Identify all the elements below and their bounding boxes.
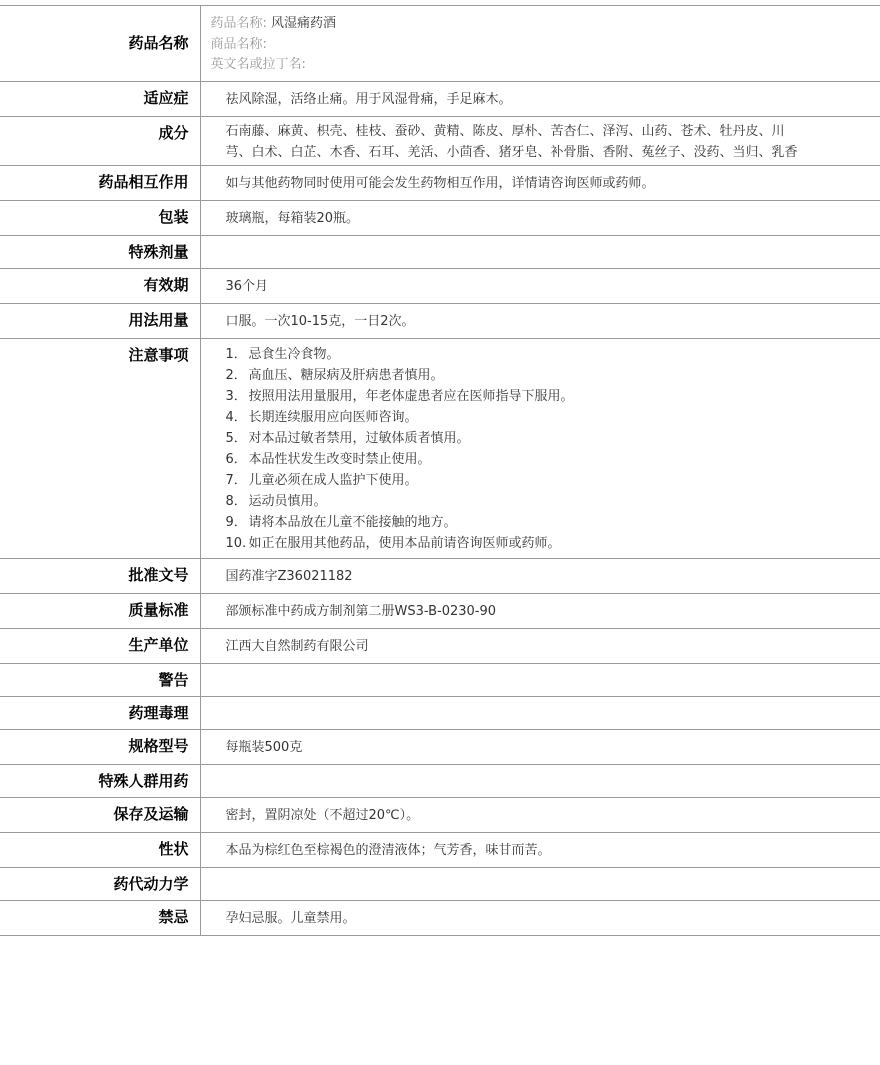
row-ingredients (0, 116, 880, 165)
row-indications (0, 81, 880, 116)
label-approval: 批准文号 (0, 558, 200, 593)
value-contraindications: 孕妇忌服。儿童禁用。 (200, 900, 880, 935)
row-toxicology (0, 696, 880, 729)
label-description: 性状 (0, 832, 200, 867)
value-shelf-life: 36个月 (200, 268, 880, 303)
value-approval: 国药准字Z36021182 (200, 558, 880, 593)
row-precautions (0, 338, 880, 558)
value-packaging: 玻璃瓶，每箱装20瓶。 (200, 200, 880, 235)
value-pharmacokinetics (200, 867, 880, 900)
generic-name-label: 药品名称: (210, 16, 267, 31)
label-toxicology: 药理毒理 (0, 696, 200, 729)
generic-name-value: 风湿痛药酒 (271, 16, 337, 31)
row-special-dosage (0, 235, 880, 268)
value-toxicology (200, 696, 880, 729)
value-ingredients: 石南藤、麻黄、枳壳、桂枝、蚕砂、黄精、陈皮、厚朴、苦杏仁、泽泻、山药、苍术、牡丹皮、川芎、白术、白芷、木香、石耳、羌活、小茴香、猪牙皂、补骨脂、香附、菟丝子、没药、当归、乳香 (200, 116, 880, 165)
row-special-population (0, 764, 880, 797)
value-usage: 口服。一次10-15克，一日2次。 (200, 303, 880, 338)
precaution-item: 5． 对本品过敏者禁用，过敏体质者慎用。 (225, 430, 470, 446)
label-interactions: 药品相互作用 (0, 165, 200, 200)
label-ingredients: 成分 (0, 116, 200, 165)
value-description: 本品为棕红色至棕褐色的澄清液体；气芳香，味甘而苦。 (200, 832, 880, 867)
value-indications: 祛风除湿，活络止痛。用于风湿骨痛，手足麻木。 (200, 81, 880, 116)
precaution-item: 3． 按照用法用量服用，年老体虚患者应在医师指导下服用。 (225, 388, 574, 404)
label-indications: 适应症 (0, 81, 200, 116)
precaution-item: 7． 儿童必须在成人监护下使用。 (225, 472, 418, 488)
label-manufacturer: 生产单位 (0, 628, 200, 663)
value-specification: 每瓶装500克 (200, 729, 880, 764)
value-precautions (200, 338, 880, 558)
row-storage (0, 797, 880, 832)
precaution-item: 6． 本品性状发生改变时禁止使用。 (225, 451, 431, 467)
value-warning (200, 663, 880, 696)
precaution-item: 9． 请将本品放在儿童不能接触的地方。 (225, 514, 457, 530)
value-standard: 部颁标准中药成方制剂第二册WS3-B-0230-90 (200, 593, 880, 628)
precaution-item: 8． 运动员慎用。 (225, 493, 327, 509)
label-storage: 保存及运输 (0, 797, 200, 832)
english-name-label: 英文名或拉丁名: (210, 57, 306, 72)
value-drug-name (200, 6, 880, 82)
precaution-item: 10. 如正在服用其他药品，使用本品前请咨询医师或药师。 (225, 535, 561, 551)
row-packaging (0, 200, 880, 235)
label-precautions: 注意事项 (0, 338, 200, 558)
label-contraindications: 禁忌 (0, 900, 200, 935)
row-interactions (0, 165, 880, 200)
value-special-dosage (200, 235, 880, 268)
label-drug-name: 药品名称 (0, 6, 200, 82)
label-warning: 警告 (0, 663, 200, 696)
label-special-dosage: 特殊剂量 (0, 235, 200, 268)
row-manufacturer (0, 628, 880, 663)
precaution-item: 1． 忌食生冷食物。 (225, 346, 340, 362)
label-specification: 规格型号 (0, 729, 200, 764)
value-interactions: 如与其他药物同时使用可能会发生药物相互作用，详情请咨询医师或药师。 (200, 165, 880, 200)
precaution-item: 4． 长期连续服用应向医师咨询。 (225, 409, 418, 425)
row-pharmacokinetics (0, 867, 880, 900)
row-drug-name (0, 6, 880, 82)
row-specification (0, 729, 880, 764)
label-pharmacokinetics: 药代动力学 (0, 867, 200, 900)
label-special-population: 特殊人群用药 (0, 764, 200, 797)
row-approval (0, 558, 880, 593)
label-standard: 质量标准 (0, 593, 200, 628)
row-warning (0, 663, 880, 696)
row-description (0, 832, 880, 867)
drug-spec-table (0, 5, 880, 936)
row-usage (0, 303, 880, 338)
precaution-item: 2． 高血压、糖尿病及肝病患者慎用。 (225, 367, 444, 383)
row-contraindications (0, 900, 880, 935)
trade-name-label: 商品名称: (210, 36, 267, 52)
label-shelf-life: 有效期 (0, 268, 200, 303)
value-manufacturer: 江西大自然制药有限公司 (200, 628, 880, 663)
label-packaging: 包装 (0, 200, 200, 235)
value-special-population (200, 764, 880, 797)
value-storage: 密封，置阴凉处（不超过20℃）。 (200, 797, 880, 832)
row-standard (0, 593, 880, 628)
row-shelf-life (0, 268, 880, 303)
label-usage: 用法用量 (0, 303, 200, 338)
